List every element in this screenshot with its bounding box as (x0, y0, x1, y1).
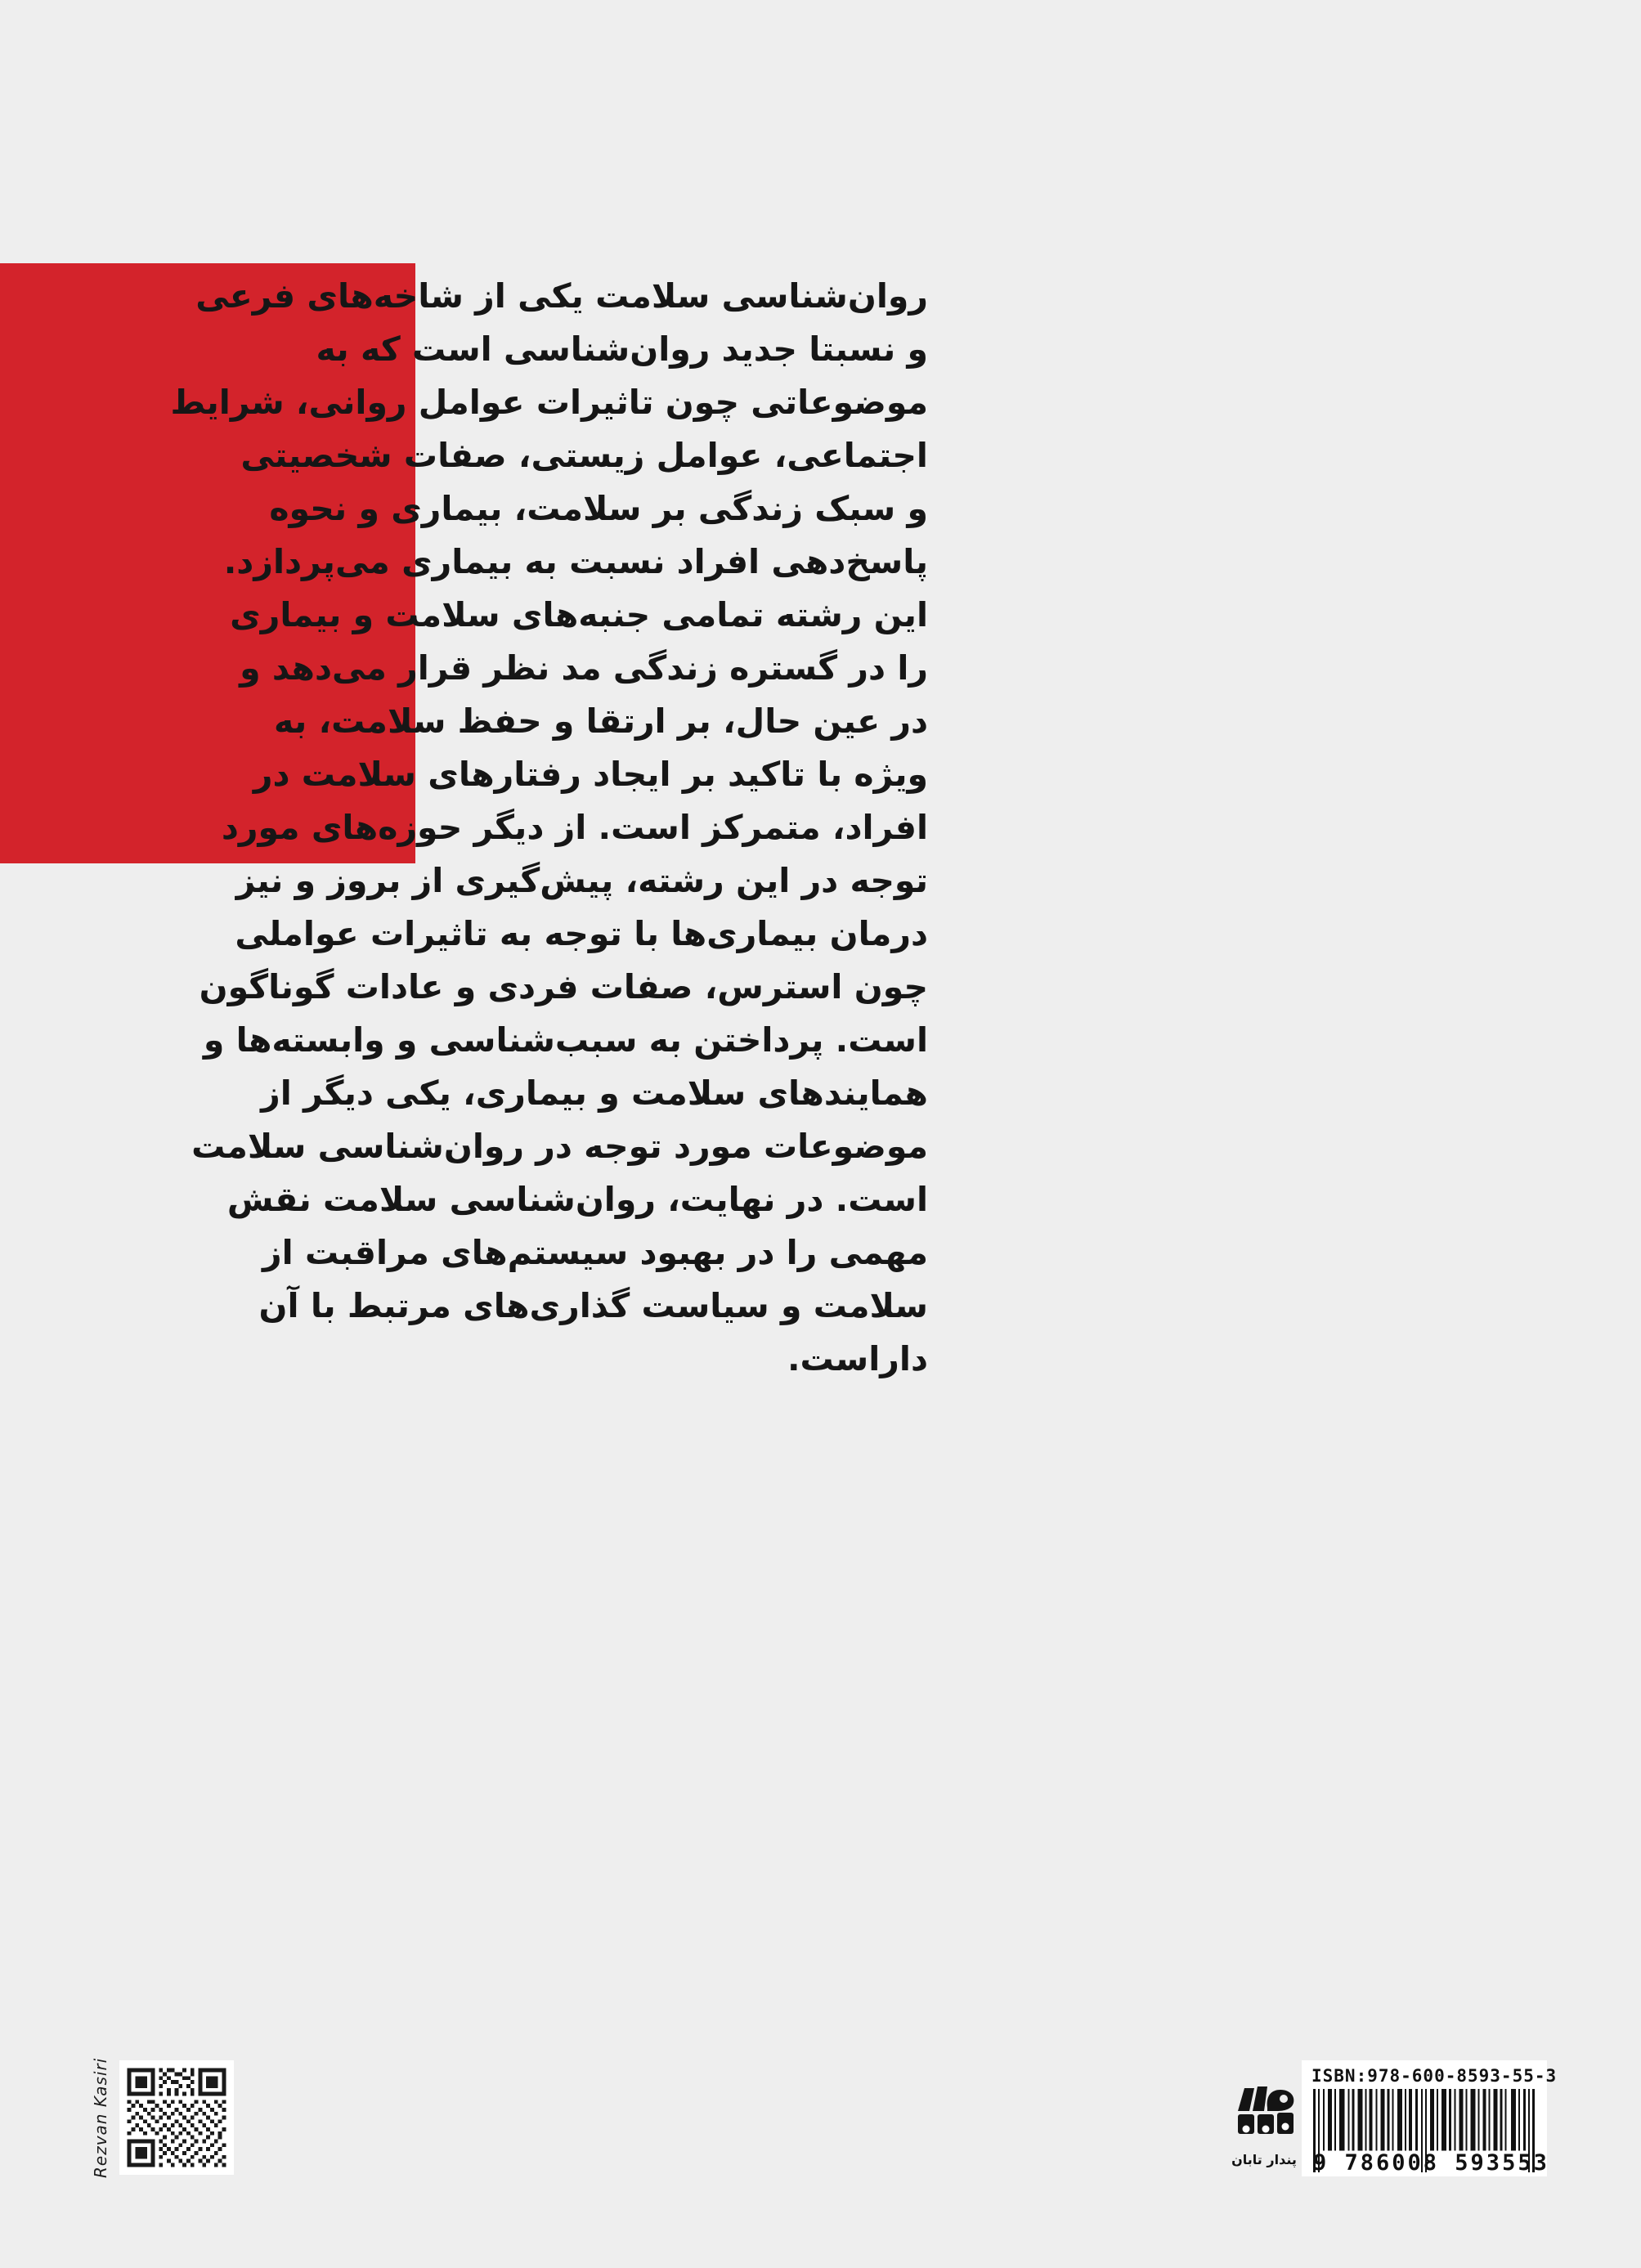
paragraph-line: توجه در این رشته، پیش‌گیری از بروز و نیز (235, 861, 928, 900)
paragraph-line: سلامت و سیاست گذاری‌های مرتبط با آن (258, 1286, 928, 1325)
paragraph-line: چون استرس، صفات فردی و عادات گوناگون (199, 967, 928, 1006)
paragraph-line: و نسبتا جدید روان‌شناسی است که به (316, 329, 928, 369)
ean-digits: 9 786008 593553 (1313, 2150, 1549, 2176)
book-description (170, 270, 928, 1386)
paragraph-line: موضوعات مورد توجه در روان‌شناسی سلامت (191, 1127, 928, 1166)
publisher-name: پندار تابان (1231, 2152, 1297, 2167)
paragraph-line: این رشته تمامی جنبه‌های سلامت و بیماری (230, 595, 928, 634)
paragraph-line: همایندهای سلامت و بیماری، یکی دیگر از (261, 1073, 928, 1113)
isbn-label: ISBN:978-600-8593-55-3 (1311, 2066, 1558, 2086)
paragraph-line: داراست. (787, 1339, 928, 1378)
author-name-vertical: Rezvan Kasiri (91, 2057, 110, 2178)
paragraph-line: را در گستره زندگی مد نظر قرار می‌دهد و (240, 648, 928, 688)
paragraph-line: پاسخ‌دهی افراد نسبت به بیماری می‌پردازد. (223, 542, 928, 581)
paragraph-line: روان‌شناسی سلامت یکی از شاخه‌های فرعی (195, 276, 928, 316)
paragraph-line: مهمی را در بهبود سیستم‌های مراقبت از (262, 1233, 928, 1272)
paragraph-line: اجتماعی، عوامل زیستی، صفات شخصیتی (240, 436, 928, 475)
paragraph-line: موضوعاتی چون تاثیرات عوامل روانی، شرایط (170, 383, 928, 422)
qr-code-icon (119, 2060, 234, 2175)
paragraph-line: درمان بیماری‌ها با توجه به تاثیرات عواملی (235, 914, 928, 953)
barcode-bars (1313, 2089, 1549, 2176)
paragraph-line: در عین حال، بر ارتقا و حفظ سلامت، به (274, 701, 928, 741)
paragraph-line: ویژه با تاکید بر ایجاد رفتارهای سلامت در (253, 755, 928, 794)
publisher-block (1225, 2086, 1303, 2167)
paragraph-line: و سبک زندگی بر سلامت، بیماری و نحوه (269, 489, 928, 528)
paragraph-line: است. در نهایت، روان‌شناسی سلامت نقش (226, 1180, 928, 1219)
publisher-logo-icon (1230, 2086, 1298, 2150)
paragraph-line: است. پرداختن به سبب‌شناسی و وابسته‌ها و (203, 1020, 928, 1060)
paragraph-line: افراد، متمرکز است. از دیگر حوزه‌های مورد (221, 808, 928, 847)
isbn-barcode (1302, 2060, 1558, 2176)
